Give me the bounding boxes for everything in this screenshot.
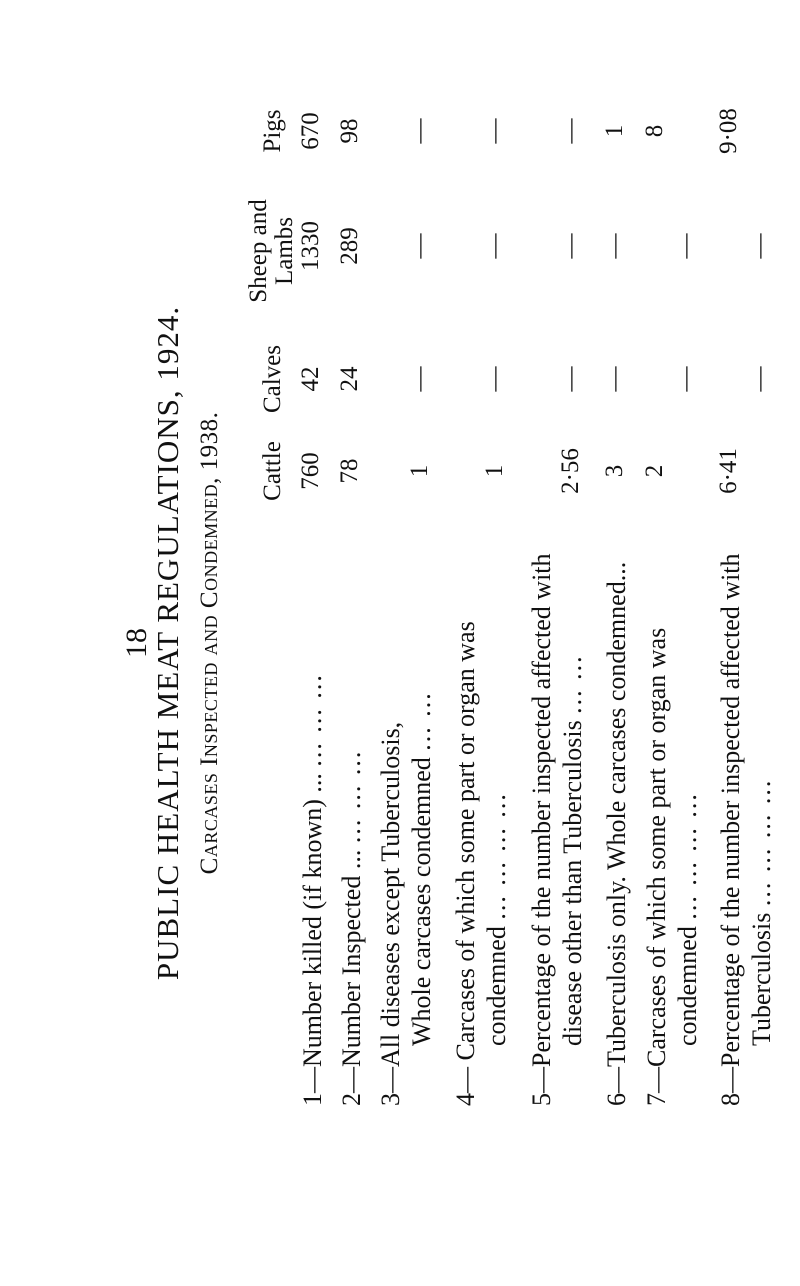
row-label-text: Percentage of the number inspected affected with bbox=[527, 553, 556, 1067]
column-header-calves: Calves bbox=[259, 344, 286, 414]
row-label-text: Percentage of the number inspected affected with bbox=[716, 553, 745, 1067]
table-cell: 1 bbox=[601, 124, 628, 138]
table-cell: 6·41 bbox=[715, 448, 742, 494]
row-number: 8 bbox=[716, 1093, 745, 1106]
table-cell: 9·08 bbox=[715, 108, 742, 154]
row-number: 4 bbox=[451, 1093, 480, 1106]
table-cell: 1 bbox=[481, 464, 508, 478]
leader-dots: ... ... ... bbox=[298, 673, 327, 767]
table-row-label: 4— Carcases of which some part or organ was condemned ... ... ... ... bbox=[451, 621, 511, 1106]
table-cell: 1330 bbox=[297, 221, 324, 271]
table-cell: 289 bbox=[336, 227, 363, 265]
row-label-text: condemned bbox=[482, 926, 511, 1046]
column-header-cattle: Cattle bbox=[259, 441, 286, 501]
table-row-label: 6—Tuberculosis only. Whole carcases condemned... bbox=[602, 561, 631, 1106]
page-number: 18 bbox=[120, 628, 153, 658]
leader-dots: ... ... ... ... bbox=[482, 792, 511, 920]
row-label-text: All diseases except Tuberculosis, bbox=[376, 721, 405, 1067]
table-cell: 670 bbox=[297, 112, 324, 150]
page-title: PUBLIC HEALTH MEAT REGULATIONS, 1924. bbox=[150, 305, 185, 981]
table-cell: — bbox=[481, 233, 508, 259]
table-row-label: 1—Number killed (if known) ... ... ... ... bbox=[298, 673, 327, 1106]
table-cell: 8 bbox=[641, 124, 668, 138]
table-cell: — bbox=[672, 233, 699, 259]
leader-dots: ... ... ... ... bbox=[747, 778, 776, 907]
table-row-label: 5—Percentage of the number inspected affected with disease other than Tuberculosis ... ... bbox=[527, 553, 587, 1106]
row-label-text: Number Inspected ... bbox=[337, 849, 366, 1067]
table-cell: 42 bbox=[297, 366, 324, 392]
row-label-text: disease other than Tuberculosis bbox=[558, 720, 587, 1046]
table-cell: — bbox=[601, 233, 628, 259]
row-label-text: Carcases of which some part or organ was bbox=[642, 627, 671, 1067]
table-row-label: 3—All diseases except Tuberculosis, Whole carcases condemned ... ... bbox=[376, 691, 436, 1106]
table-cell: — bbox=[406, 233, 433, 259]
row-number: 1 bbox=[298, 1093, 327, 1106]
table-cell: — bbox=[601, 366, 628, 392]
table-cell: — bbox=[672, 366, 699, 392]
column-header-pigs: Pigs bbox=[259, 109, 286, 153]
row-number: 7 bbox=[642, 1093, 671, 1106]
page-subtitle: Carcases Inspected and Condemned, 1938. bbox=[196, 411, 223, 875]
table-cell: — bbox=[746, 233, 773, 259]
table-row-label: 7—Carcases of which some part or organ was condemned ... ... ... ... bbox=[642, 627, 702, 1106]
row-label-text: Tuberculosis only. Whole carcases condemned... bbox=[602, 561, 631, 1067]
table-cell: 3 bbox=[601, 464, 628, 478]
table-cell: — bbox=[406, 366, 433, 392]
row-number: 6 bbox=[602, 1093, 631, 1106]
table-row-label: 8—Percentage of the number inspected affected with Tuberculosis ... ... ... ... bbox=[716, 553, 776, 1106]
row-number: 3 bbox=[376, 1093, 405, 1106]
row-label-text: Number killed (if known) ... bbox=[298, 773, 327, 1067]
row-number: 5 bbox=[527, 1093, 556, 1106]
column-header-sheep-lambs: Sheep and Lambs bbox=[245, 199, 298, 303]
table-cell: — bbox=[557, 118, 584, 144]
table-cell: — bbox=[481, 118, 508, 144]
leader-dots: ... ... bbox=[558, 654, 587, 714]
table-cell: 2·56 bbox=[557, 448, 584, 494]
table-cell: — bbox=[557, 233, 584, 259]
row-label-text: Tuberculosis bbox=[747, 912, 776, 1046]
table-cell: 760 bbox=[297, 452, 324, 490]
table-cell: 1 bbox=[406, 464, 433, 478]
row-number: 2 bbox=[337, 1093, 366, 1106]
table-cell: — bbox=[746, 366, 773, 392]
leader-dots: ... ... bbox=[407, 691, 436, 751]
row-label-text: condemned bbox=[673, 926, 702, 1046]
table-cell: — bbox=[481, 366, 508, 392]
table-cell: 78 bbox=[336, 458, 363, 484]
table-cell: 2 bbox=[641, 464, 668, 478]
row-label-text: Whole carcases condemned bbox=[407, 757, 436, 1046]
table-cell: — bbox=[557, 366, 584, 392]
table-cell: 98 bbox=[336, 118, 363, 144]
table-cell: — bbox=[406, 118, 433, 144]
row-label-text: Carcases of which some part or organ was bbox=[451, 621, 480, 1061]
table-row-label: 2—Number Inspected ... ... ... ... bbox=[337, 749, 366, 1106]
table-cell: 24 bbox=[336, 366, 363, 392]
leader-dots: ... ... ... ... bbox=[673, 792, 702, 920]
leader-dots: ... ... ... bbox=[337, 749, 366, 844]
